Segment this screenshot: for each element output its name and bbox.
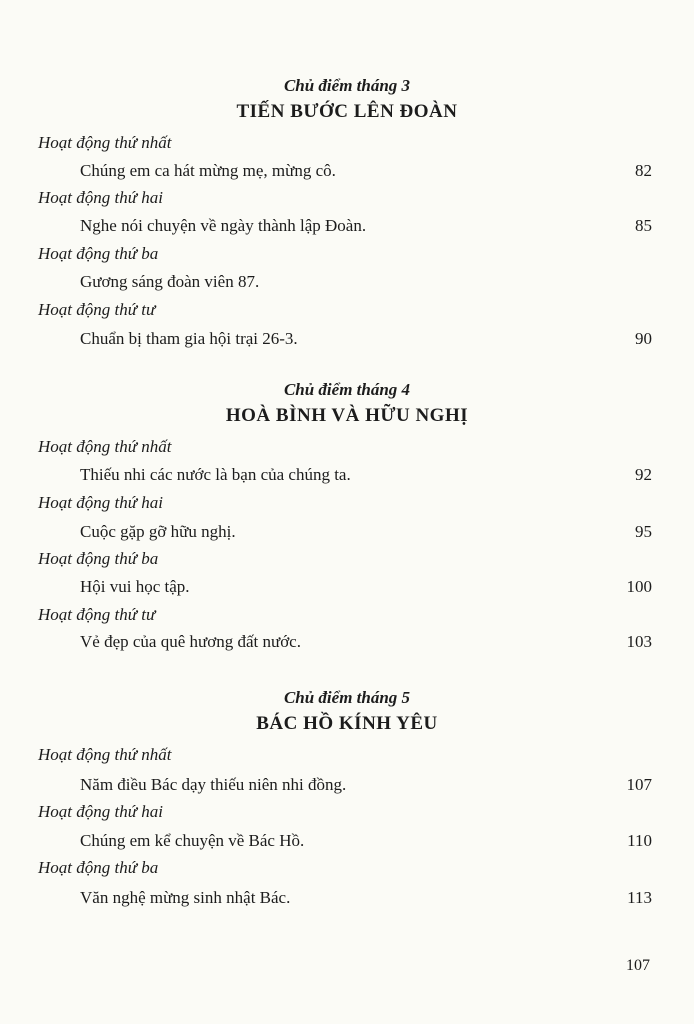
page-number: 95 [635,522,652,541]
activity-label: Hoạt động thứ hai [38,493,163,512]
section-heading: Chủ điểm tháng 3 [283,76,411,95]
entry-title: Gương sáng đoàn viên 87. [80,272,260,291]
page-number: 92 [635,465,652,484]
page-number: 103 [626,632,652,651]
section-heading: Chủ điểm tháng 5 [283,688,411,707]
entry-title: Chúng em kể chuyện về Bác Hồ. [80,831,305,850]
entry-title: Nghe nói chuyện về ngày thành lập Đoàn. [80,216,367,235]
page-number: 85 [635,216,652,235]
page-number: 110 [627,831,652,850]
entry-title: Văn nghệ mừng sinh nhật Bác. [80,888,291,907]
activity-label: Hoạt động thứ hai [38,188,163,207]
entry-title: Vẻ đẹp của quê hương đất nước. [80,632,301,651]
footer-page-number: 107 [626,957,650,974]
page-number: 90 [635,329,652,348]
page-number: 107 [626,775,652,794]
section-title: HOÀ BÌNH VÀ HỮU NGHỊ [225,405,469,426]
entry-title: Năm điều Bác dạy thiếu niên nhi đồng. [80,775,347,794]
activity-label: Hoạt động thứ nhất [38,437,172,456]
activity-label: Hoạt động thứ tư [38,300,156,319]
entry-title: Thiếu nhi các nước là bạn của chúng ta. [80,465,351,484]
entry-title: Chuẩn bị tham gia hội trại 26-3. [80,329,298,348]
section-title: BÁC HỒ KÍNH YÊU [256,713,438,734]
activity-label: Hoạt động thứ nhất [38,133,172,152]
entry-title: Hội vui học tập. [80,577,190,596]
entry-title: Cuộc gặp gỡ hữu nghị. [80,522,236,541]
page-number: 82 [635,161,652,180]
activity-label: Hoạt động thứ ba [38,244,159,263]
activity-label: Hoạt động thứ ba [38,549,159,568]
activity-label: Hoạt động thứ ba [38,858,159,877]
entry-title: Chúng em ca hát mừng mẹ, mừng cô. [80,161,336,180]
page-number: 113 [627,888,652,907]
activity-label: Hoạt động thứ tư [38,605,156,624]
page-number: 100 [626,577,652,596]
section-heading: Chủ điểm tháng 4 [283,380,411,399]
activity-label: Hoạt động thứ hai [38,802,163,821]
activity-label: Hoạt động thứ nhất [38,745,172,764]
section-title: TIẾN BƯỚC LÊN ĐOÀN [236,101,458,122]
